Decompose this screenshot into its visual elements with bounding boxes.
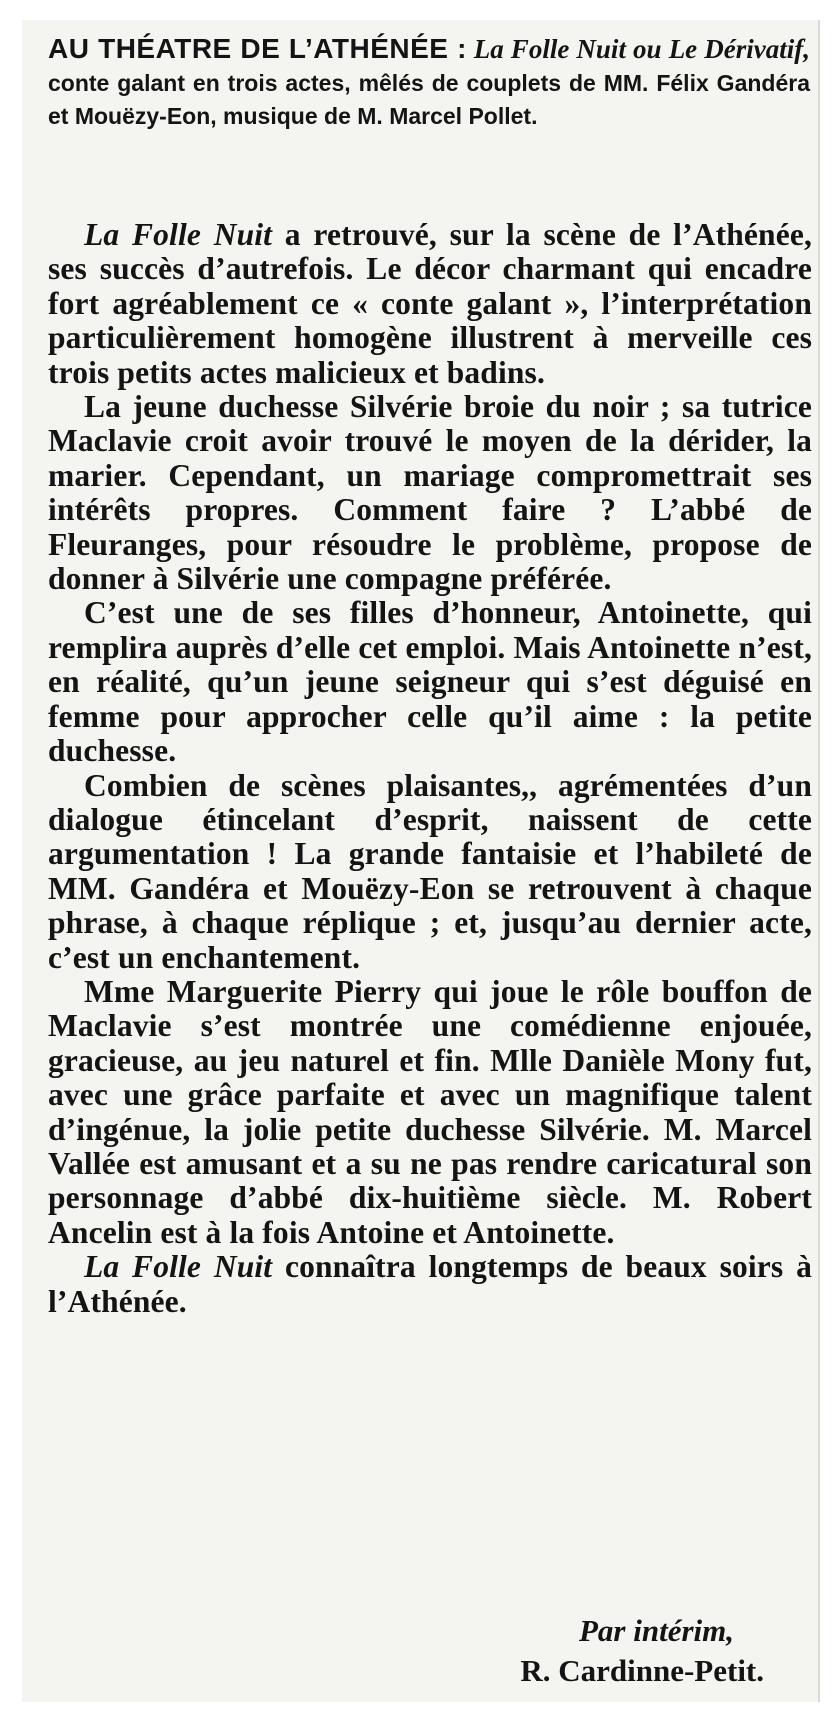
newspaper-clipping [22,20,820,1702]
review-paragraph: Mme Marguerite Pierry qui joue le rôle bouffon de Maclavie s’est montrée une comédienne enjouée, gracieuse, au jeu naturel et fin. Mlle Danièle Mony fut, avec une grâce parfaite et avec un magnifique talent d’ingénue, la jolie petite duchesse Silvérie. M. Marcel Vallée est amusant et a su ne pas rendre caricatural son personnage d’abbé dix-huitième siècle. M. Robert Ancelin est à la fois Antoine et Antoinette. [48,973,812,1250]
article-header [48,32,810,133]
play-title: La Folle Nuit ou Le Dérivatif, [473,34,810,64]
play-subtitle: conte galant en trois actes, mêlés de couplets de MM. Félix Gandéra et Mouëzy-Eon, musique de M. Marcel Pollet. [48,70,810,129]
play-title-inline: La Folle Nuit [84,217,273,252]
review-paragraph: La Folle Nuit connaîtra longtemps de beaux soirs à l’Athénée. [48,1249,812,1319]
review-paragraph: La jeune duchesse Silvérie broie du noir ; sa tutrice Maclavie croit avoir trouvé le moyen de la dérider, la marier. Cependant, un mariage compromettrait ses intérêts propres. Comment faire ? L’abbé de Fleuranges, pour résoudre le problème, propose de donner à Silvérie une compagne préférée. [48,389,812,597]
review-paragraph: Combien de scènes plaisantes,, agrémentées d’un dialogue étincelant d’esprit, naissent de cette argumentation ! La grande fantaisie et l’habileté de MM. Gandéra et Mouëzy-Eon se retrouvent à chaque phrase, à chaque réplique ; et, jusqu’au dernier acte, c’est un enchantement. [48,767,812,975]
review-paragraph: C’est une de ses filles d’honneur, Antoinette, qui remplira auprès d’elle cet emploi. Mais Antoinette n’est, en réalité, qu’un jeune seigneur qui s’est déguisé en femme pour approcher celle qu’il aime : la petite duchesse. [48,595,812,769]
play-title-inline: La Folle Nuit [84,1249,273,1285]
review-paragraph: La Folle Nuit a retrouvé, sur la scène de l’Athénée, ses succès d’autrefois. Le décor charmant qui encadre fort agréablement ce « conte galant », l’interprétation particulièrement homogène illustrent à merveille ces trois petits actes malicieux et badins. [48,217,812,390]
signature-interim: Par intérim, [578,1613,734,1648]
signature-author: R. Cardinne-Petit. [520,1653,764,1688]
theatre-name: AU THÉATRE DE L’ATHÉNÉE : [48,33,467,64]
review-body [48,218,812,1319]
